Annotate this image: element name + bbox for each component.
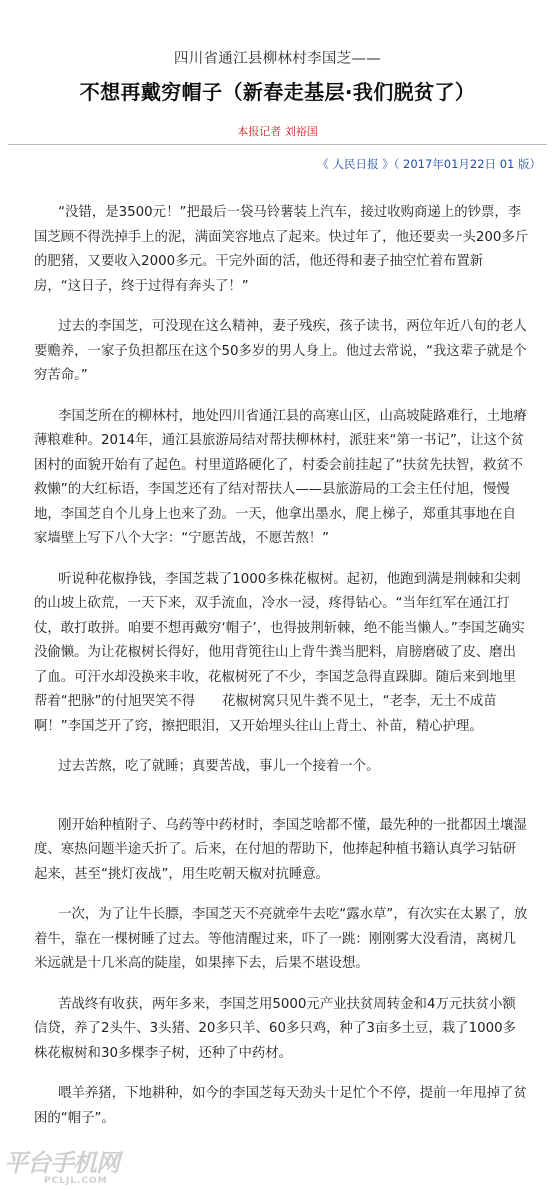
article-author: 本报记者 刘裕国 — [237, 125, 318, 138]
paragraph: 刚开始种植附子、乌药等中药材时，李国芝啥都不懂，最先种的一批都因土壤湿度、寒热问题半途夭折了。后来，在付旭的帮助下，他捧起种植书籍认真学习钻研起来，甚至“挑灯夜战”，用生吃朝天椒对抗睡意。 — [34, 817, 527, 882]
article-body — [34, 201, 529, 1131]
article-source[interactable]: 《 人民日报 》（ 2017年01月22日 01 版） — [317, 157, 541, 171]
paragraph: 听说种花椒挣钱，李国芝栽了1000多株花椒树。起初，他跑到满是荆棘和尖刺的山坡上砍荒，一天下来，双手流血，冷水一浸，疼得钻心。“当年红军在通江打仗，敢打敢拼。咱要不想再戴穷‘帽子’，也得披荆斩棘，绝不能当懒人。”李国芝确实没偷懒。为让花椒树长得好，他用背篼往山上背牛粪当肥料，肩膀磨破了皮、磨出了血。可汗水却没换来丰收，花椒树死了不少，李国芝急得直跺脚。随后来到地里帮着“把脉”的付旭哭笑不得 花椒树窝只见牛粪不见土，“老李，无土不成苗啊！”李国芝开了窍，擦把眼泪，又开始埋头往山上背土、补苗，精心护理。 — [34, 571, 525, 734]
article-title: 不想再戴穷帽子（新春走基层·我们脱贫了） — [79, 80, 476, 104]
header-divider — [8, 144, 547, 145]
paragraph: 苦战终有收获，两年多来，李国芝用5000元产业扶贫周转金和4万元扶贫小额信贷，养了2头牛、3头猪、20多只羊、60多只鸡，种了3亩多土豆，栽了1000多株花椒树和30多棵李子树，还种了中药材。 — [34, 996, 517, 1061]
paragraph: “没错，是3500元！”把最后一袋马铃薯装上汽车，接过收购商递上的钞票，李国芝顾不得洗掉手上的泥，满面笑容地点了起来。快过年了，他还要卖一头200多斤的肥猪，又要收入2000多元。干完外面的活，他还得和妻子抽空忙着布置新房，“这日子，终于过得有奔头了！” — [34, 205, 529, 294]
site-watermark-logo — [4, 1150, 119, 1186]
paragraph: 一次，为了让牛长膘，李国芝天不亮就牵牛去吃“露水草”，有次实在太累了，放着牛，靠在一棵树睡了过去。等他清醒过来，吓了一跳：刚刚雾大没看清，离树几米远就是十几米高的陡崖，如果摔下去，后果不堪设想。 — [34, 907, 528, 971]
paragraph: 喂羊养猪，下地耕种，如今的李国芝每天劲头十足忙个不停，提前一年甩掉了贫困的“帽子”。 — [34, 1086, 527, 1126]
watermark-url: PCLJL.COM — [44, 1176, 108, 1186]
paragraph: 李国芝所在的柳林村，地处四川省通江县的高寒山区，山高坡陡路难行，土地瘠薄粮难种。2014年，通江县旅游局结对帮扶柳林村，派驻来“第一书记”，让这个贫困村的面貌开始有了起色。村里道路硬化了，村委会前挂起了“扶贫先扶智，救贫不救懒”的大红标语，李国芝还有了结对帮扶人——县旅游局的工会主任付旭，慢慢地，李国芝自个儿身上也来了劲。一天，他拿出墨水，爬上梯子，郑重其事地在自家墙壁上写下八个大字：“宁愿苦战，不愿苦熬！” — [34, 408, 527, 546]
watermark-brand: 平台手机网 — [4, 1149, 119, 1177]
paragraph: 过去苦熬，吃了就睡；真要苦战，事儿一个接着一个。 — [58, 759, 380, 774]
paragraph: 过去的李国芝，可没现在这么精神，妻子残疾，孩子读书，两位年近八旬的老人要赡养，一家子负担都压在这个50多岁的男人身上。他过去常说，“我这辈子就是个穷苦命。” — [34, 319, 527, 383]
article-subtitle: 四川省通江县柳林村李国芝—— — [173, 51, 382, 67]
